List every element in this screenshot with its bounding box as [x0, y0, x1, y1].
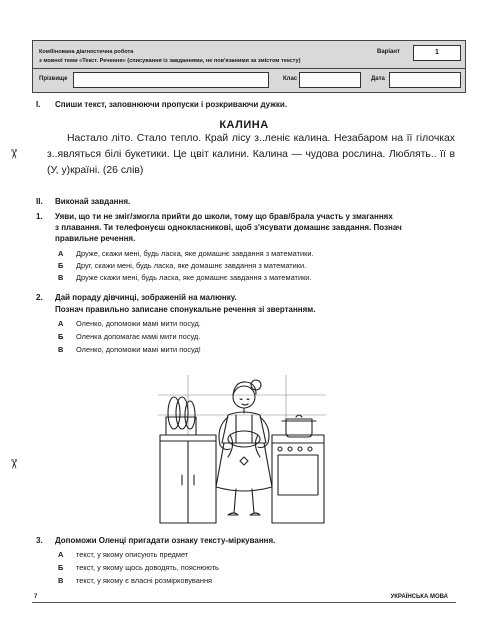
option-letter: Б	[58, 563, 64, 572]
variant-field[interactable]	[413, 45, 461, 61]
kitchen-girl-illustration	[158, 375, 326, 525]
header-divider	[33, 68, 465, 69]
option-text: Друже, скажи мені, будь ласка, яке домашнє завдання з математики.	[76, 249, 314, 258]
q2-option-a[interactable]	[58, 319, 201, 329]
class-label: Клас	[283, 76, 298, 82]
story-body: Настало літо. Стало тепло. Край лісу з..леніє калина. Незабаром на її гілочках з..являться білі букетики. Це цвіт калини. Калина — чудова рослина. Люблять.. її в (У, у)країні. (26 слів)	[47, 133, 455, 176]
option-text: Оленко, допоможи мамі мити посуд!	[76, 345, 201, 354]
task2-instruction: Виконай завдання.	[55, 197, 131, 206]
option-letter: А	[58, 249, 64, 258]
option-letter: А	[58, 550, 64, 559]
surname-label: Прізвище	[39, 76, 68, 82]
q1-line1: Уяви, що ти не зміг/змогла прийти до школи, тому що брав/брала участь у змаганнях	[55, 212, 393, 221]
q2-number: 2.	[36, 293, 43, 302]
q1-number: 1.	[36, 212, 43, 221]
story-text	[47, 131, 455, 179]
header-title-line1: Комбінована діагностична робота	[39, 49, 134, 55]
option-text: Оленка допомагає мамі мити посуд.	[76, 332, 201, 341]
option-letter: В	[58, 576, 64, 585]
q3-line1: Допоможи Оленці пригадати ознаку тексту-міркування.	[55, 536, 276, 545]
option-letter: Б	[58, 261, 64, 270]
subject-label: УКРАЇНСЬКА МОВА	[390, 594, 448, 600]
scissors-icon: ✂	[6, 458, 22, 470]
story-title: КАЛИНА	[219, 119, 269, 131]
option-text: Друже скажи мені, будь ласка, яке домашнє завдання з математики.	[76, 273, 312, 282]
date-field[interactable]	[389, 72, 461, 88]
task1-instruction: Спиши текст, заповнюючи пропуски і розкриваючи дужки.	[55, 100, 288, 109]
option-letter: В	[58, 273, 64, 282]
option-text: текст, у якому описують предмет	[76, 550, 189, 559]
option-text: текст, у якому щось доводять, пояснюють	[76, 563, 219, 572]
q1-line3: правильне речення.	[55, 234, 136, 243]
q1-option-a[interactable]	[58, 249, 314, 259]
q1-line2: з плавання. Ти телефонуєш однокласникові, щоб з'ясувати домашнє завдання. Познач	[55, 223, 402, 232]
q3-option-c[interactable]	[58, 576, 212, 586]
option-letter: В	[58, 345, 64, 354]
date-label: Дата	[371, 76, 385, 82]
header-title-line2: з мовної теми «Текст. Речення» (списування із завданнями, не пов'язаними за змістом тексту)	[39, 58, 301, 64]
option-letter: А	[58, 319, 64, 328]
task1-number: I.	[36, 100, 41, 109]
variant-label: Варіант	[377, 49, 400, 55]
option-text: Оленко, допоможи мамі мити посуд.	[76, 319, 201, 328]
header-form	[32, 40, 466, 93]
q3-option-a[interactable]	[58, 550, 188, 560]
q2-line1: Дай пораду дівчинці, зображеній на малюнку.	[55, 293, 237, 302]
page-number: 7	[34, 594, 38, 600]
q1-option-c[interactable]	[58, 273, 312, 283]
scissors-icon: ✂	[6, 148, 22, 160]
task2-number: II.	[36, 197, 43, 206]
q2-line2: Познач правильно записане спонукальне речення зі звертанням.	[55, 305, 316, 314]
q2-option-c[interactable]	[58, 345, 201, 355]
footer-divider	[32, 602, 456, 603]
q2-option-b[interactable]	[58, 332, 200, 342]
option-text: Друг, скажи мені, будь ласка, яке домашнє завдання з математики.	[76, 261, 307, 270]
q1-option-b[interactable]	[58, 261, 306, 271]
q3-number: 3.	[36, 536, 43, 545]
class-field[interactable]	[299, 72, 361, 88]
option-text: текст, у якому є власні розмірковування	[76, 576, 213, 585]
q3-option-b[interactable]	[58, 563, 219, 573]
surname-field[interactable]	[73, 72, 269, 88]
option-letter: Б	[58, 332, 64, 341]
variant-value: 1	[435, 49, 439, 56]
